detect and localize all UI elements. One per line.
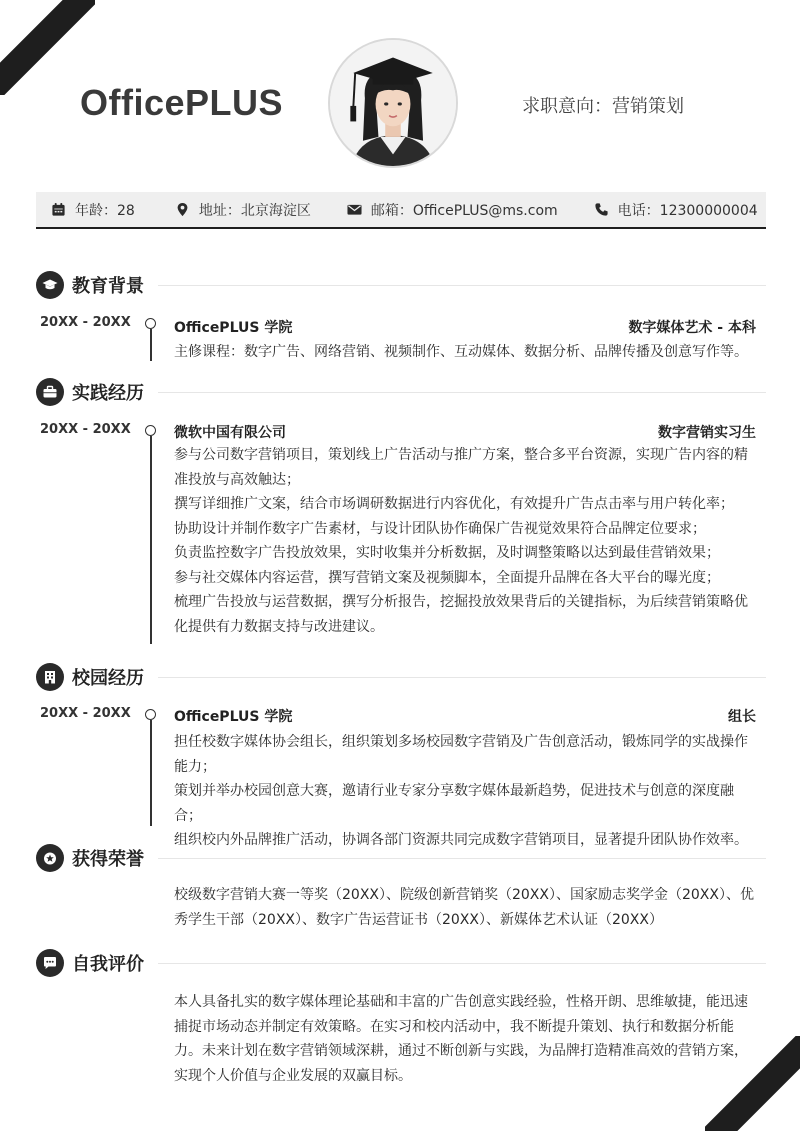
- honors-list: [174, 883, 758, 932]
- info-age: [51, 200, 135, 220]
- campus-date: 20XX - 20XX: [40, 706, 131, 721]
- description-line: 担任校数字媒体协会组长，组织策划多场校园数字营销及广告创意活动，锻炼同学的实战操作能力；: [174, 734, 748, 775]
- practice-company: 微软中国有限公司: [174, 425, 286, 441]
- description-line: 撰写详细推广文案，结合市场调研数据进行内容优化，有效提升广告点击率与用户转化率；: [174, 496, 734, 512]
- graduation-cap-icon: [36, 271, 64, 299]
- phone-icon: [594, 202, 609, 217]
- brand-name: OfficePLUS: [80, 82, 284, 123]
- section-header-honors: [36, 843, 766, 873]
- description-line: 参与社交媒体内容运营，撰写营销文案及视频脚本，全面提升品牌在各大平台的曝光度；: [174, 569, 720, 586]
- section-divider: [158, 285, 766, 286]
- timeline-line: [150, 720, 152, 826]
- timeline-line: [150, 329, 152, 361]
- job-intent: 求职意向：营销策划: [522, 96, 684, 117]
- campus-description: [174, 730, 758, 853]
- address-text: 地址：北京海淀区: [198, 202, 311, 219]
- section-header-campus: [36, 662, 766, 692]
- profile-photo: [328, 38, 458, 168]
- calendar-icon: [51, 202, 66, 217]
- briefcase-icon: [36, 378, 64, 406]
- practice-position: 数字营销实习生: [658, 425, 756, 441]
- corner-decoration-top-left: [0, 0, 95, 95]
- timeline-dot: [145, 318, 156, 329]
- email-text: 邮箱：OfficePLUS@ms.com: [370, 202, 558, 219]
- section-divider: [158, 677, 766, 678]
- section-title: 实践经历: [72, 383, 144, 404]
- medal-icon: [36, 844, 64, 872]
- age-text: 年龄：28: [75, 202, 135, 219]
- description-line: 协助设计并制作数字广告素材，与设计团队协作确保广告视觉效果符合品牌定位要求；: [174, 520, 706, 537]
- timeline-line: [150, 436, 152, 644]
- info-phone: [594, 200, 758, 220]
- chat-bubble-icon: [36, 949, 64, 977]
- section-header-practice: [36, 377, 766, 407]
- location-pin-icon: [175, 202, 190, 217]
- info-email: [347, 200, 558, 220]
- building-icon: [36, 663, 64, 691]
- practice-description: [174, 443, 758, 639]
- info-address: [175, 200, 311, 220]
- education-major: 数字媒体艺术 - 本科: [628, 320, 756, 336]
- education-date: 20XX - 20XX: [40, 315, 131, 330]
- practice-date: 20XX - 20XX: [40, 422, 131, 437]
- section-header-self-evaluation: [36, 948, 766, 978]
- section-title: 获得荣誉: [72, 849, 144, 870]
- description-line: 参与公司数字营销项目，策划线上广告活动与推广方案，整合多平台资源，实现广告内容的精准投放与高效触达；: [174, 447, 748, 488]
- honors-text: 校级数字营销大赛一等奖（20XX）、院级创新营销奖（20XX）、国家励志奖学金（20XX）、优秀学生干部（20XX）、数字广告运营证书（20XX）、新媒体艺术认证（20XX）: [174, 887, 754, 928]
- description-line: 组织校内外品牌推广活动，协调各部门资源共同完成数字营销项目，显著提升团队协作效率。: [174, 832, 748, 848]
- self-evaluation-text: 本人具备扎实的数字媒体理论基础和丰富的广告创意实践经验，性格开朗、思维敏捷，能迅速捕捉市场动态并制定有效策略。在实习和校内活动中，我不断提升策划、执行和数据分析能力。未来计划在数字营销领域深耕，通过不断创新与实践，为品牌打造精准高效的营销方案，实现个人价值与企业发展的双赢目标。: [174, 994, 748, 1084]
- section-divider: [158, 963, 766, 964]
- section-title: 校园经历: [72, 668, 144, 689]
- section-divider: [158, 858, 766, 859]
- phone-text: 电话：12300000004: [617, 202, 758, 219]
- description-line: 负责监控数字广告投放效果，实时收集并分析数据，及时调整策略以达到最佳营销效果；: [174, 545, 720, 561]
- section-title: 教育背景: [72, 276, 144, 297]
- timeline-dot: [145, 709, 156, 720]
- description-line: 策划并举办校园创意大赛，邀请行业专家分享数字媒体最新趋势，促进技术与创意的深度融合；: [174, 783, 734, 824]
- section-title: 自我评价: [72, 954, 144, 975]
- self-evaluation: [174, 990, 758, 1088]
- education-school: OfficePLUS 学院: [174, 320, 293, 336]
- campus-school: OfficePLUS 学院: [174, 709, 293, 725]
- section-header-education: [36, 270, 766, 300]
- campus-role: 组长: [728, 709, 756, 725]
- description-line: 梳理广告投放与运营数据，撰写分析报告，挖掘投放效果背后的关键指标，为后续营销策略优化提供有力数据支持与改进建议。: [174, 594, 748, 635]
- education-description: [174, 340, 758, 365]
- description-line: 主修课程：数字广告、网络营销、视频制作、互动媒体、数据分析、品牌传播及创意写作等。: [174, 344, 748, 360]
- section-divider: [158, 392, 766, 393]
- contact-info-bar: [36, 192, 766, 229]
- envelope-icon: [347, 202, 362, 217]
- timeline-dot: [145, 425, 156, 436]
